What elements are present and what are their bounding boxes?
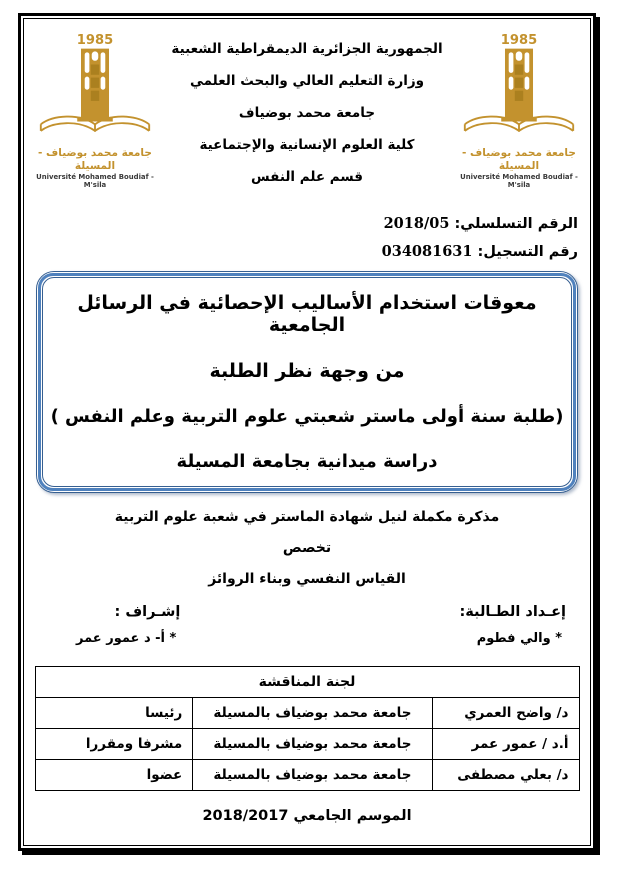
member-name: أ.د / عمور عمر <box>432 729 579 760</box>
header-ministry: وزارة التعليم العالي والبحث العلمي <box>189 73 425 89</box>
minaret-tower-icon <box>77 49 113 122</box>
member-role: رئيسا <box>35 698 193 729</box>
member-role: مشرفا ومقررا <box>35 729 193 760</box>
registration-numbers <box>28 201 586 260</box>
logo-year: 1985 <box>500 32 538 48</box>
serial-number-row <box>36 215 578 232</box>
header-department: قسم علم النفس <box>251 169 363 185</box>
logo-year: 1985 <box>76 32 114 48</box>
serial-number-label: الرقم التسلسلي: <box>454 216 578 232</box>
thesis-title-box <box>36 271 578 493</box>
logo-university-name-arabic: جامعة محمد بوضياف - المسيلة <box>38 147 152 172</box>
credits-row <box>28 602 586 646</box>
header-university: جامعة محمد بوضياف <box>238 105 376 121</box>
table-row <box>35 698 579 729</box>
specialization-name: القياس النفسي وبناء الروائز <box>208 571 406 587</box>
table-row <box>35 760 579 791</box>
committee-title: لجنة المناقشة <box>35 667 579 698</box>
university-emblem-icon <box>454 29 584 143</box>
university-logo-left <box>30 29 160 189</box>
thesis-title-box-inner <box>42 277 572 487</box>
committee-table <box>35 666 580 791</box>
student-name: * والي فطوم <box>476 631 562 646</box>
registration-number-value: 034081631 <box>381 243 473 260</box>
member-role: عضوا <box>35 760 193 791</box>
logo-university-name-french: Université Mohamed Boudiaf - M'sila <box>460 173 578 190</box>
member-name: د/ واضح العمري <box>432 698 579 729</box>
header-faculty: كلية العلوم الإنسانية والإجتماعية <box>199 137 415 153</box>
thesis-degree-info <box>28 509 586 587</box>
committee-header-row <box>35 667 579 698</box>
specialization-label: تخصص <box>282 540 332 556</box>
table-row <box>35 729 579 760</box>
page-border-frame <box>18 13 596 851</box>
supervisor-label: إشـراف : <box>114 604 181 620</box>
logo-university-name-arabic: جامعة محمد بوضياف - المسيلة <box>462 147 576 172</box>
thesis-title-line-1: معوقات استخدام الأساليب الإحصائية في الرسائل الجامعية <box>77 292 537 336</box>
page-border-inner <box>23 18 591 846</box>
member-university: جامعة محمد بوضياف بالمسيلة <box>193 698 432 729</box>
republic-header <box>160 29 454 201</box>
degree-statement: مذكرة مكملة لنيل شهادة الماستر في شعبة علوم التربية <box>114 509 500 525</box>
header-row <box>28 25 586 201</box>
thesis-title-line-3: (طلبة سنة أولى ماستر شعبتي علوم التربية وعلم النفس ) <box>50 406 564 427</box>
thesis-title-line-4: دراسة ميدانية بجامعة المسيلة <box>176 451 438 472</box>
member-university: جامعة محمد بوضياف بالمسيلة <box>193 729 432 760</box>
member-name: د/ بعلي مصطفى <box>432 760 579 791</box>
thesis-title-line-2: من وجهة نظر الطلبة <box>209 360 405 382</box>
logo-university-name-french: Université Mohamed Boudiaf - M'sila <box>36 173 154 190</box>
serial-number-value: 2018/05 <box>383 215 450 232</box>
university-logo-right <box>454 29 584 189</box>
student-label: إعـداد الطـالبة: <box>459 604 566 620</box>
supervisor-name: * أ- د عمور عمر <box>76 631 177 646</box>
registration-number-label: رقم التسجيل: <box>477 244 578 260</box>
academic-year: الموسم الجامعي 2018/2017 <box>202 808 412 824</box>
minaret-tower-icon <box>501 49 537 122</box>
thesis-title-box-border <box>38 273 576 491</box>
registration-number-row <box>36 243 578 260</box>
student-block <box>459 604 566 646</box>
supervisor-block <box>76 604 180 646</box>
member-university: جامعة محمد بوضياف بالمسيلة <box>193 760 432 791</box>
header-republic: الجمهورية الجزائرية الديمقراطية الشعبية <box>171 41 443 57</box>
university-emblem-icon <box>30 29 160 143</box>
